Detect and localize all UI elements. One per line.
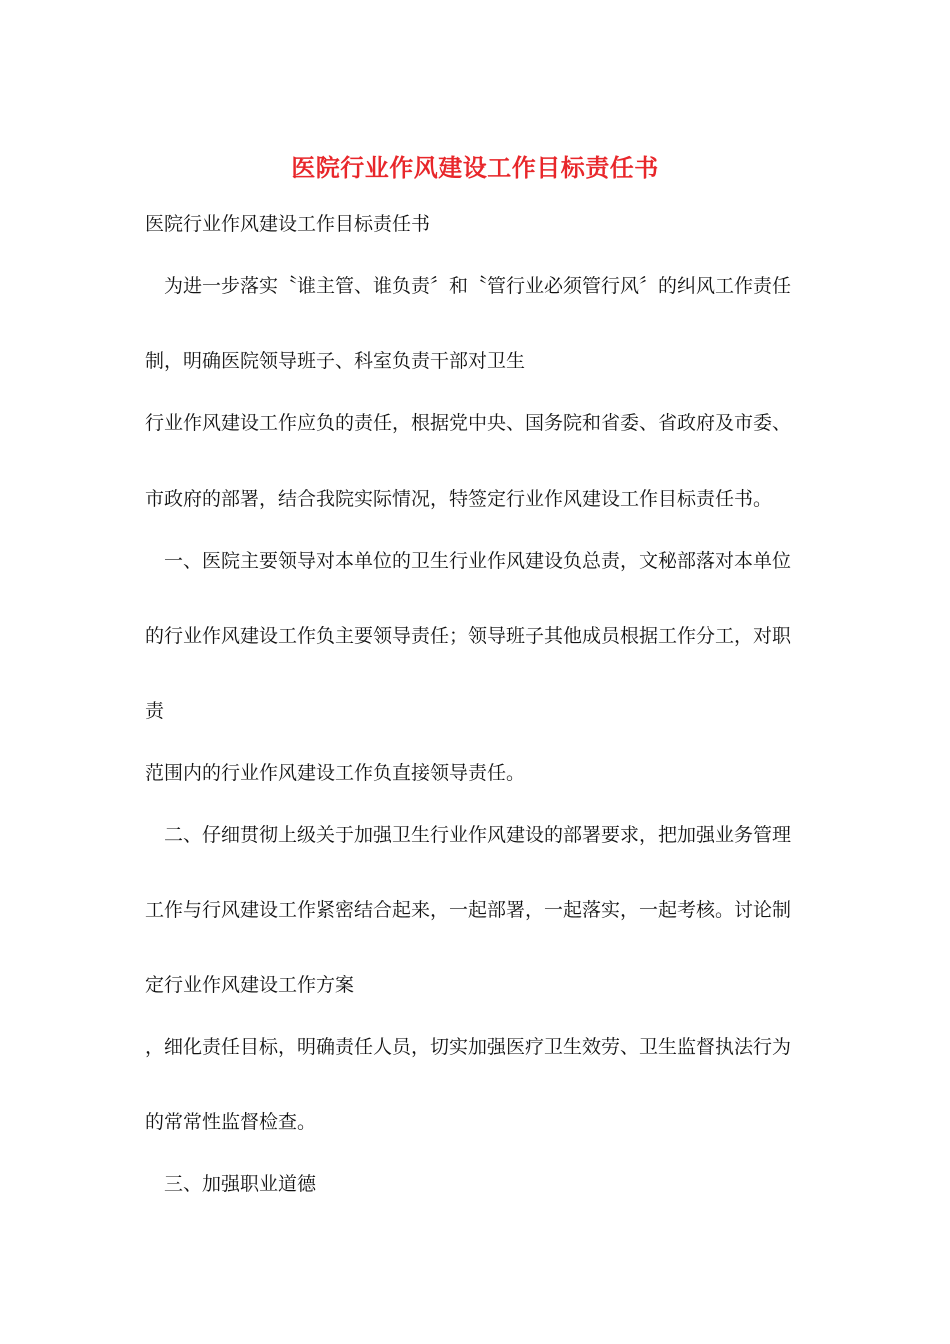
paragraph-line: 制，明确医院领导班子、科室负责干部对卫生 bbox=[145, 350, 526, 372]
paragraph-line: 一、医院主要领导对本单位的卫生行业作风建设负总责，文秘部落对本单位 bbox=[145, 550, 792, 572]
paragraph-line: 行业作风建设工作应负的责任，根据党中央、国务院和省委、省政府及市委、 bbox=[145, 412, 792, 434]
paragraph-line: 的常常性监督检查。 bbox=[145, 1111, 317, 1133]
paragraph-line: ，细化责任目标，明确责任人员，切实加强医疗卫生效劳、卫生监督执法行为 bbox=[145, 1036, 792, 1058]
paragraph-line: 范围内的行业作风建设工作负直接领导责任。 bbox=[145, 762, 526, 784]
paragraph-line: 的行业作风建设工作负主要领导责任；领导班子其他成员根据工作分工，对职 bbox=[145, 625, 792, 647]
paragraph-line: 定行业作风建设工作方案 bbox=[145, 974, 355, 996]
paragraph-line: 工作与行风建设工作紧密结合起来，一起部署，一起落实，一起考核。讨论制 bbox=[145, 899, 792, 921]
paragraph-line: 为进一步落实〝谁主管、谁负责〞和〝管行业必须管行风〞的纠风工作责任 bbox=[145, 275, 792, 297]
section-heading-line: 三、加强职业道德 bbox=[145, 1173, 317, 1195]
paragraph-line: 责 bbox=[145, 700, 165, 722]
document-title: 医院行业作风建设工作目标责任书 bbox=[291, 153, 659, 182]
paragraph-line: 市政府的部署，结合我院实际情况，特签定行业作风建设工作目标责任书。 bbox=[145, 488, 773, 510]
subtitle-line: 医院行业作风建设工作目标责任书 bbox=[145, 213, 431, 235]
paragraph-line: 二、仔细贯彻上级关于加强卫生行业作风建设的部署要求，把加强业务管理 bbox=[145, 824, 792, 846]
